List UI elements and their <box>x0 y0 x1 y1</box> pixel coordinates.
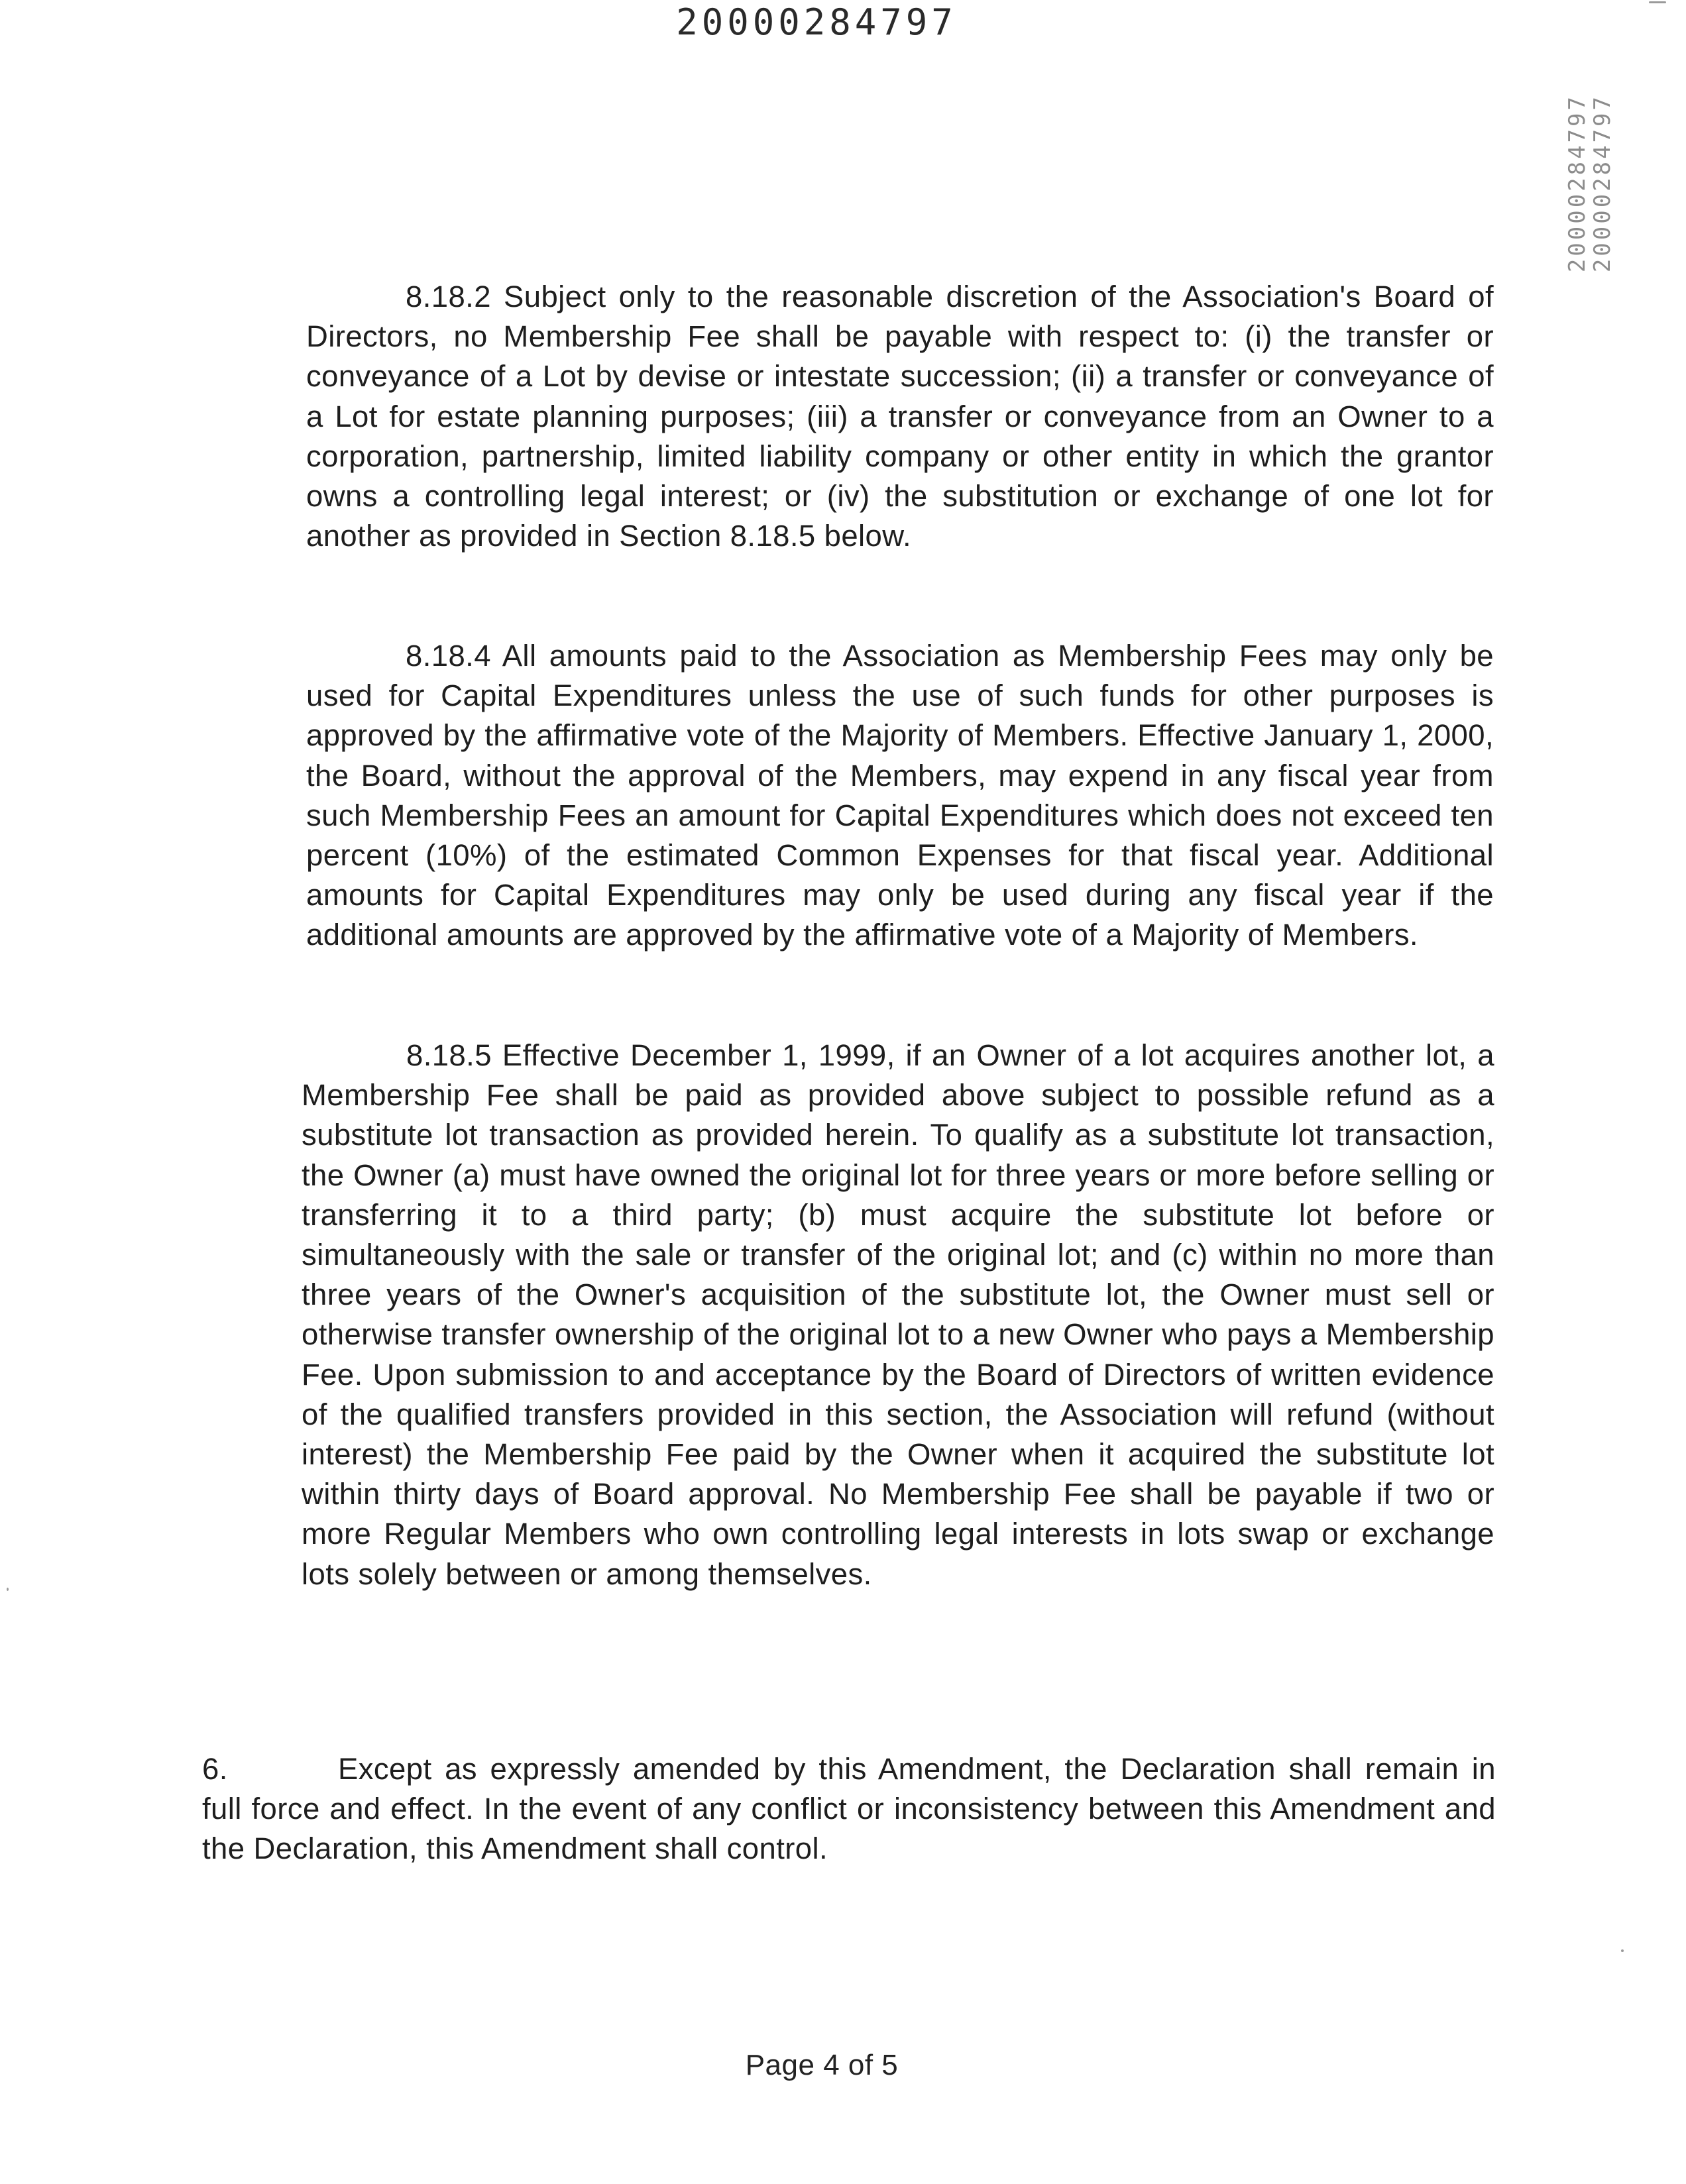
paragraph-6-text: Except as expressly amended by this Amendment, the Declaration shall remain in full force and effect. In the event of any conflict or inconsistency between this Amendment and the Declaration, this Amendment shall control. <box>202 1752 1496 1866</box>
numbered-paragraph-6 <box>202 1749 1496 1869</box>
paragraph-number: 6. <box>202 1752 228 1786</box>
section-8-18-2-paragraph: 8.18.2 Subject only to the reasonable discretion of the Association's Board of Directors, no Membership Fee shall be payable with respect to: (i) the transfer or conveyance of a Lot by devise or intestate succession; (ii) a transfer or conveyance of a Lot for estate planning purposes; (iii) a transfer or conveyance from an Owner to a corporation, partnership, limited liability company or other entity in which the grantor owns a controlling legal interest; or (iv) the substitution or exchange of one lot for another as provided in Section 8.18.5 below. <box>306 280 1494 553</box>
scan-speck <box>1649 1 1666 3</box>
section-8-18-4-paragraph: 8.18.4 All amounts paid to the Association as Membership Fees may only be used for Capital Expenditures unless the use of such funds for other purposes is approved by the affirmative vote of the Majority of Members. Effective January 1, 2000, the Board, without the approval of the Members, may expend in any fiscal year from such Membership Fees an amount for Capital Expenditures which does not exceed ten percent (10%) of the estimated Common Expenses for that fiscal year. Additional amounts for Capital Expenditures may only be used during any fiscal year if the additional amounts are approved by the affirmative vote of a Majority of Members. <box>306 639 1494 952</box>
side-recording-stamp <box>1564 94 1617 306</box>
scan-speck <box>7 1588 9 1591</box>
side-stamp-line-b: 20000284797 <box>1589 94 1616 273</box>
scan-speck <box>1621 1949 1624 1952</box>
document-number: 20000284797 <box>676 1 957 43</box>
page-number-footer: Page 4 of 5 <box>745 2049 899 2081</box>
section-8-18-5-paragraph: 8.18.5 Effective December 1, 1999, if an Owner of a lot acquires another lot, a Membership Fee shall be paid as provided above subject to possible refund as a substitute lot transaction as provided herein. To qualify as a substitute lot transaction, the Owner (a) must have owned the original lot for three years or more before selling or transferring it to a third party; (b) must acquire the substitute lot before or simultaneously with the sale or transfer of the original lot; and (c) within no more than three years of the Owner's acquisition of the substitute lot, the Owner must sell or otherwise transfer ownership of the original lot to a new Owner who pays a Membership Fee. Upon submission to and acceptance by the Board of Directors of written evidence of the qualified transfers provided in this section, the Association will refund (without interest) the Membership Fee paid by the Owner when it acquired the substitute lot within thirty days of Board approval. No Membership Fee shall be payable if two or more Regular Members who own controlling legal interests in lots swap or exchange lots solely between or among themselves. <box>302 1038 1494 1591</box>
side-stamp-line-a: 20000284797 <box>1564 94 1591 273</box>
